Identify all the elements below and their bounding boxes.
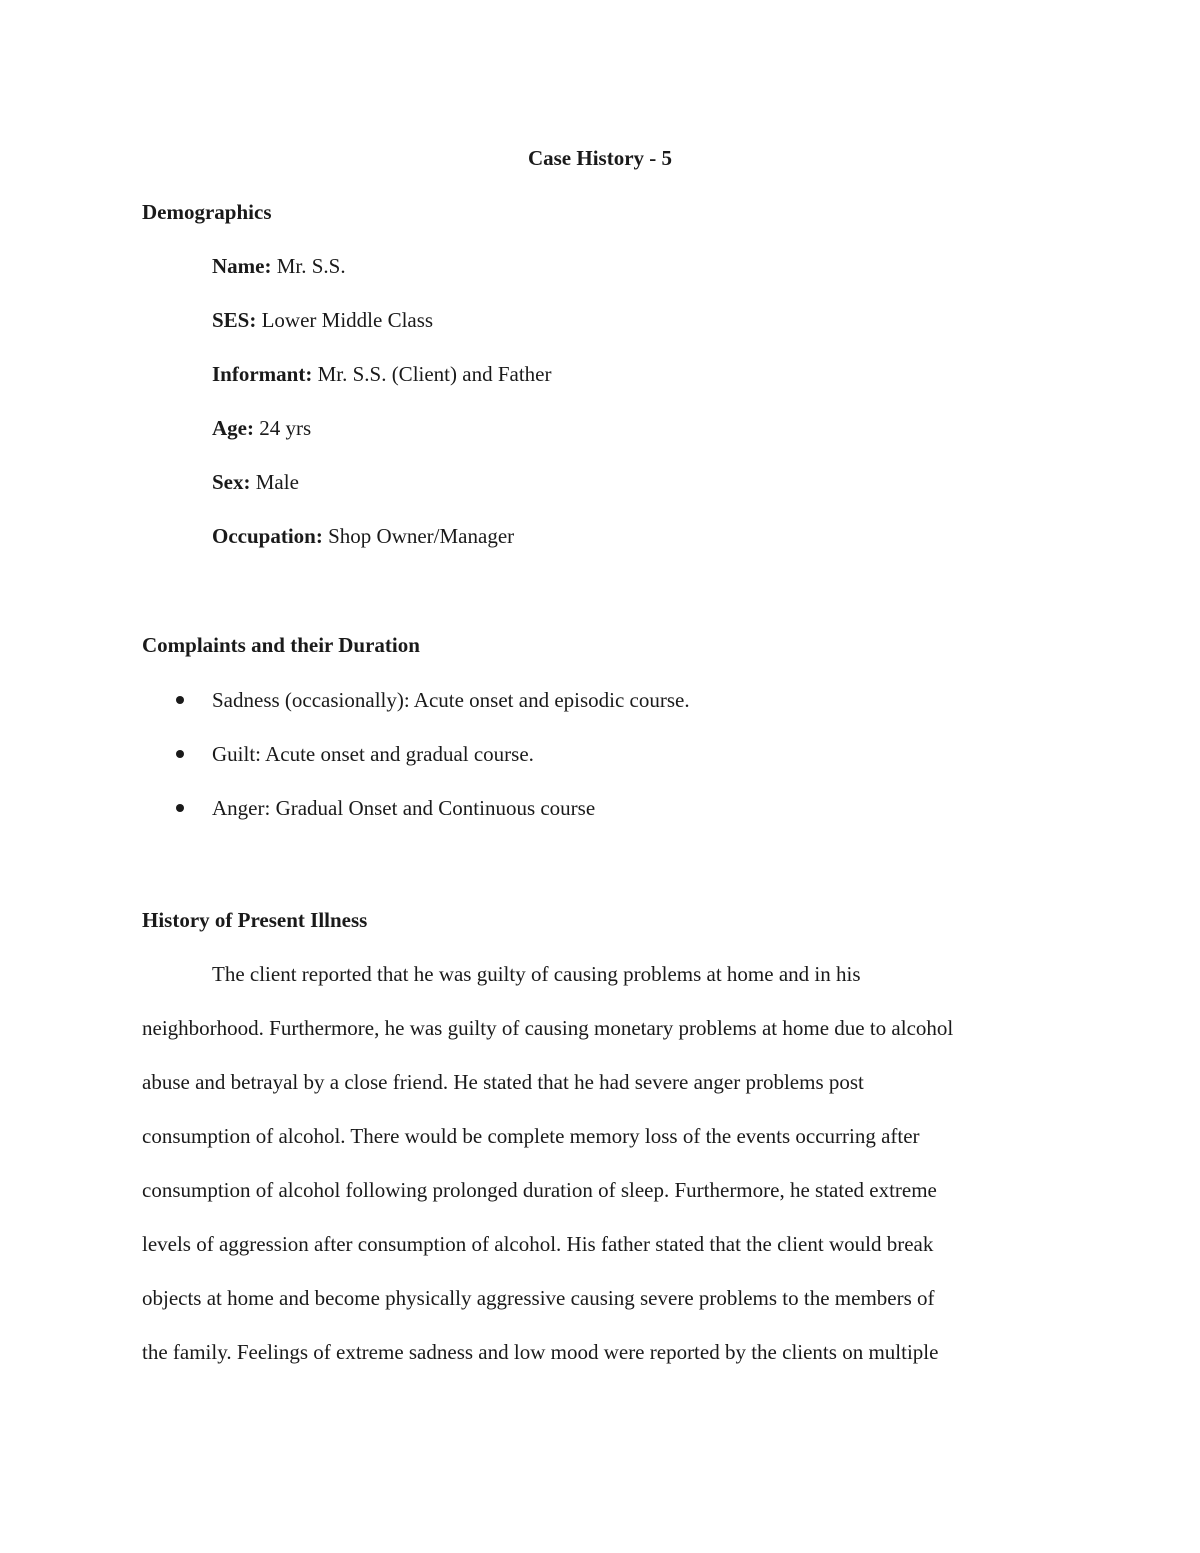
bullet-icon [176,696,184,704]
history-paragraph-line: The client reported that he was guilty of causing problems at home and in his [212,962,861,986]
page-title: Case History - 5 [527,146,673,170]
history-paragraph-line: abuse and betrayal by a close friend. He stated that he had severe anger problems post [142,1070,864,1094]
field-label: Name: [212,254,272,278]
history-paragraph-line: consumption of alcohol. There would be complete memory loss of the events occurring after [142,1124,920,1148]
history-paragraph-line: objects at home and become physically aggressive causing severe problems to the members of [142,1286,935,1310]
history-paragraph-line: consumption of alcohol following prolonged duration of sleep. Furthermore, he stated extreme [142,1178,937,1202]
demographic-field-name [212,253,346,279]
field-label: Age: [212,416,254,440]
demographic-field-informant [212,361,551,387]
field-value: Lower Middle Class [261,308,434,332]
history-paragraph-line: the family. Feelings of extreme sadness and low mood were reported by the clients on multiple [142,1340,939,1364]
demographic-field-ses [212,307,433,333]
complaint-item: Anger: Gradual Onset and Continuous course [212,796,596,820]
field-value: Mr. S.S. (Client) and Father [317,362,552,386]
demographics-heading: Demographics [142,200,272,224]
field-value: Male [255,470,299,494]
complaints-heading: Complaints and their Duration [142,633,420,657]
demographic-field-occupation [212,523,514,549]
demographic-field-age [212,415,311,441]
field-label: SES: [212,308,257,332]
bullet-icon [176,750,184,758]
field-value: 24 yrs [259,416,312,440]
complaint-item: Sadness (occasionally): Acute onset and episodic course. [212,688,690,712]
history-paragraph-line: levels of aggression after consumption of alcohol. His father stated that the client would break [142,1232,934,1256]
history-paragraph-line: neighborhood. Furthermore, he was guilty of causing monetary problems at home due to alcohol [142,1016,954,1040]
complaint-item: Guilt: Acute onset and gradual course. [212,742,534,766]
history-heading: History of Present Illness [142,908,368,932]
field-value: Mr. S.S. [276,254,346,278]
field-label: Occupation: [212,524,323,548]
bullet-icon [176,804,184,812]
demographic-field-sex [212,469,299,495]
field-label: Informant: [212,362,313,386]
field-label: Sex: [212,470,251,494]
field-value: Shop Owner/Manager [328,524,515,548]
